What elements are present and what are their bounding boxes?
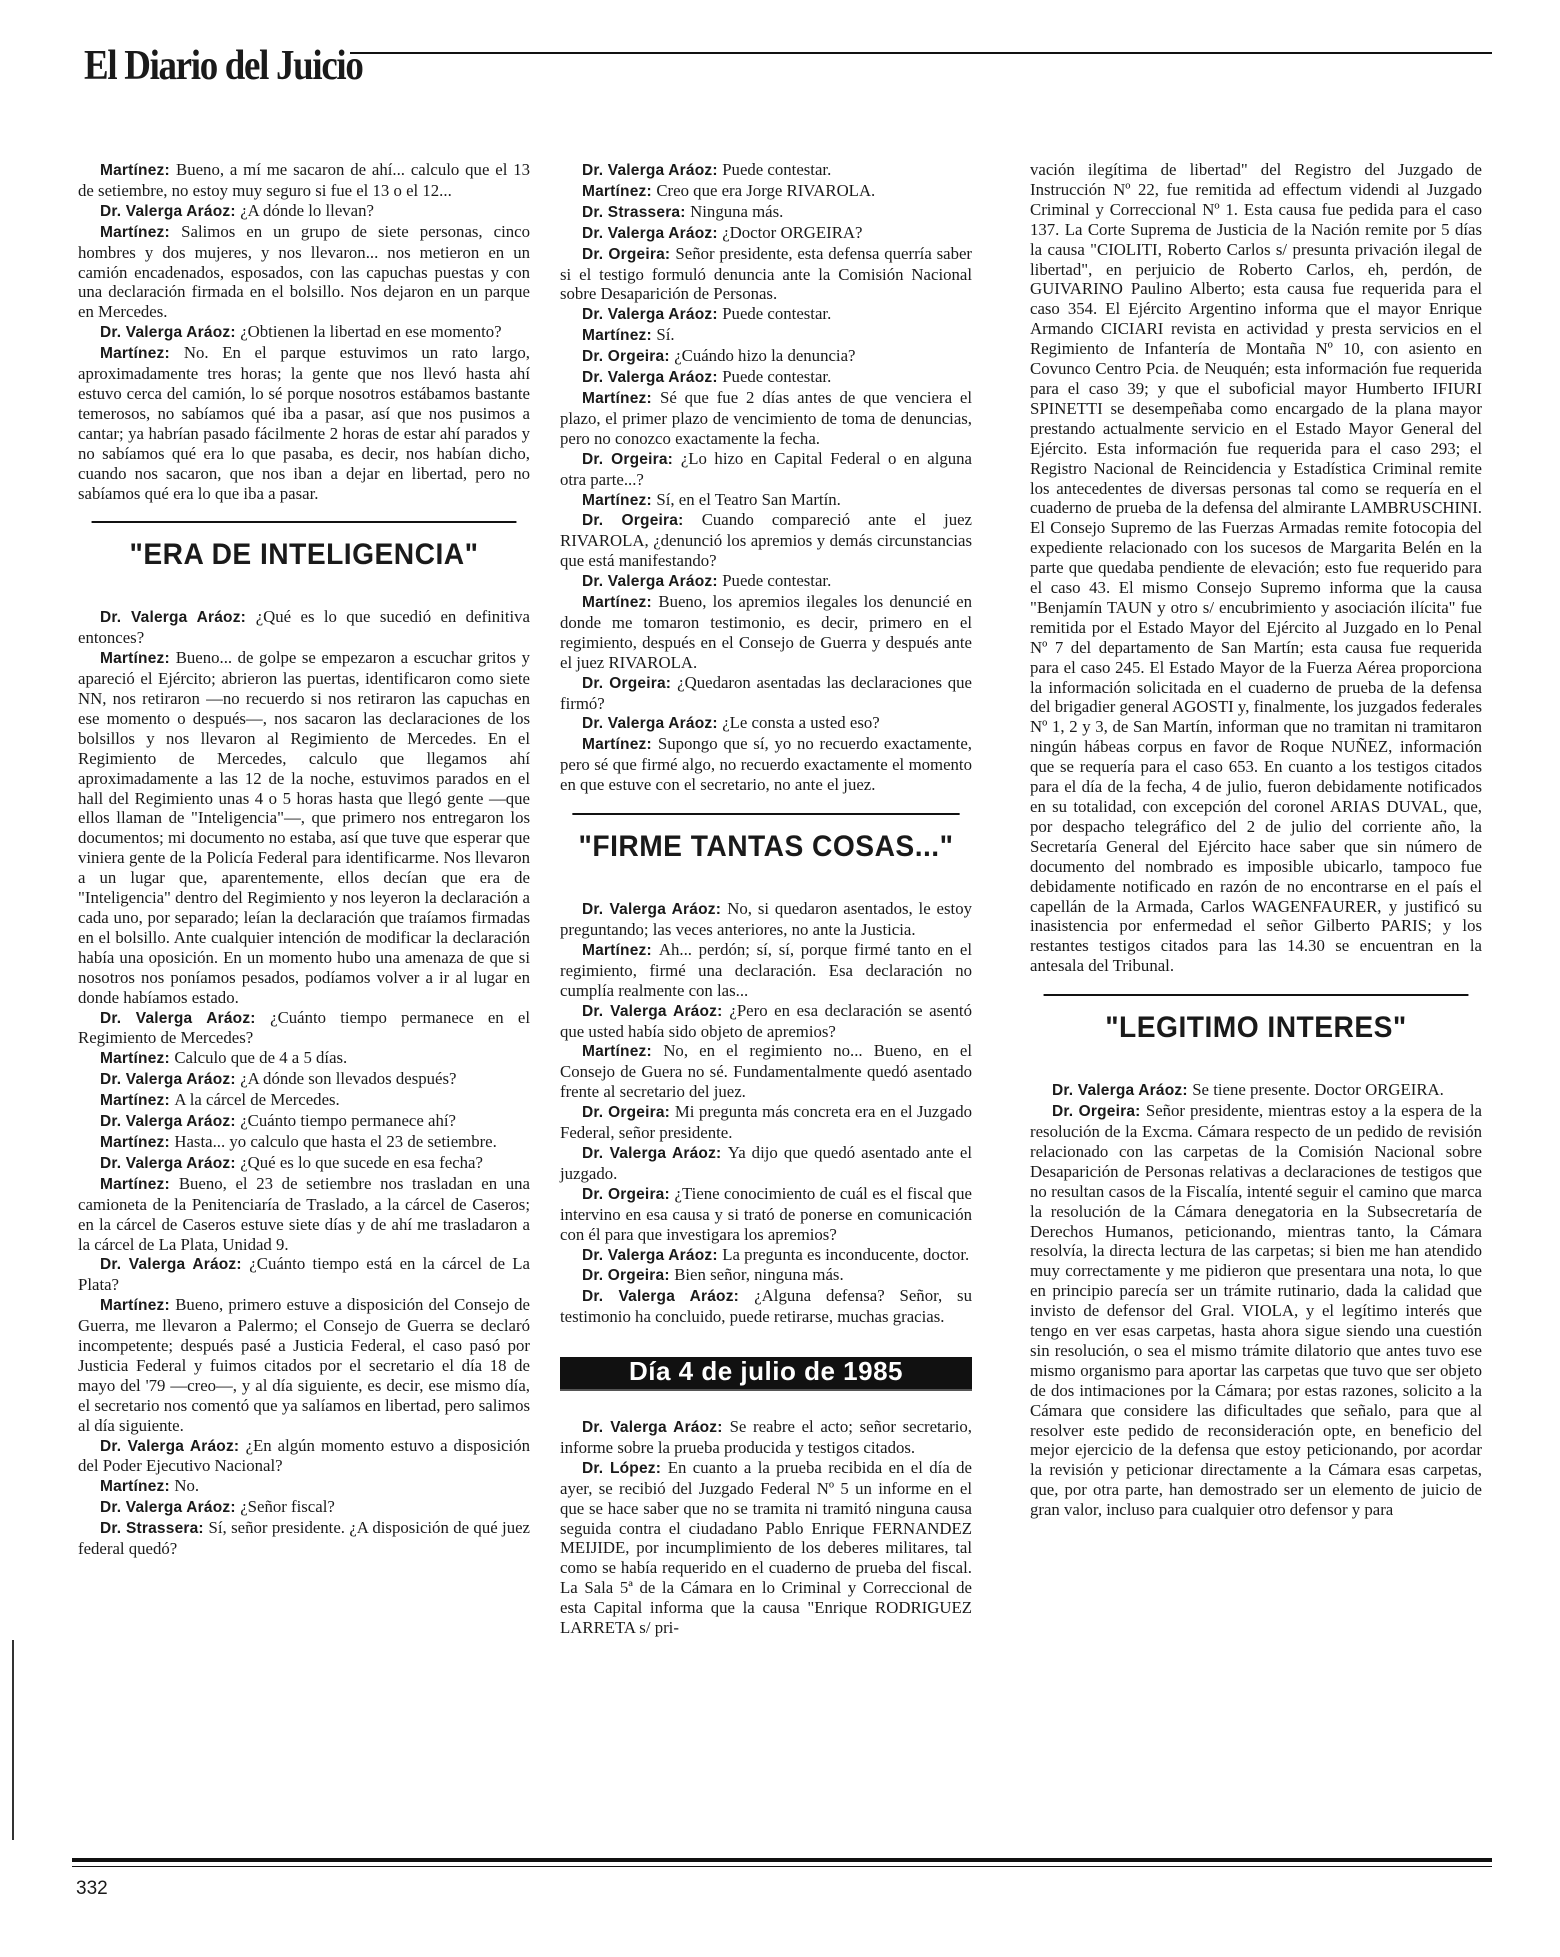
speaker-label: Martínez:	[582, 1043, 652, 1061]
speech-text: Bueno... de golpe se empezaron a escuchar gritos y apareció el Ejército; abrieron las puertas, identificaron como siete NN, nos retiraron —no recuerdo si nos retiraron las capuchas en ese momento o después—, nos sacaron las declaraciones de los bolsillos y nos llevaron al Regimiento de Mercedes. En el Regimiento de Mercedes, calculo que llegamos ahí aproximadamente a las 12 de la noche, estuvimos parados en el hall del Regimiento unas 4 o 5 horas hasta que llegó gente —que ellos llaman de "Inteligencia"—, que primero nos entregaron los documentos; mi documento no estaba, así que tuve que esperar que viniera gente de la Policía Federal para identificarme. Nos llevaron a un lugar que, aparentemente, ellos decían que era de "Inteligencia" dentro del Regimiento y nos leyeron la declaración a cada uno, por separado; leían la declaración que traíamos firmadas en el bolsillo. Ante cualquier intención de modificar la declaración había una oposición. En un momento hubo una amenaza de que si nosotros nos poníamos pesados, podíamos volver a ir al lugar en donde habíamos estado.	[78, 648, 530, 1007]
speaker-label: Dr. Valerga Aráoz:	[582, 224, 718, 242]
footer-rule-thin	[72, 1866, 1492, 1867]
speech-text: ¿Cuánto tiempo está en la cárcel de La Plata?	[78, 1254, 530, 1295]
speaker-label: Dr. Valerga Aráoz:	[582, 715, 718, 733]
speech-text: ¿Quedaron asentadas las declaraciones que firmó?	[560, 672, 972, 713]
section-heading-era-de-inteligencia	[92, 521, 517, 591]
speaker-label: Martínez:	[100, 162, 170, 179]
speech-text: ¿Cuánto tiempo permanece ahí?	[240, 1111, 456, 1131]
column-3-pre	[1030, 160, 1482, 976]
speaker-label: Dr. Valerga Aráoz:	[582, 901, 722, 919]
speech-text: Sé que fue 2 días antes de que venciera el plazo, el primer plazo de vencimiento de toma de denuncias, pero no conozco exactamente la fecha.	[560, 387, 972, 448]
speech-text: Puede contestar.	[722, 367, 832, 387]
column-2-mid	[560, 899, 972, 1327]
speaker-label: Dr. Strassera:	[582, 203, 686, 221]
speech-text: ¿Señor fiscal?	[240, 1497, 335, 1517]
transcript-paragraph	[78, 1497, 530, 1518]
transcript-paragraph	[78, 1090, 530, 1111]
speech-text: Calculo que de 4 a 5 días.	[174, 1048, 348, 1068]
transcript-paragraph	[560, 1417, 972, 1458]
transcript-paragraph	[560, 160, 972, 181]
column-2-pre	[560, 160, 972, 795]
speaker-label: Dr. Strassera:	[100, 1520, 204, 1538]
speaker-label: Martínez:	[582, 736, 652, 754]
transcript-paragraph	[560, 899, 972, 940]
transcript-paragraph	[1030, 1101, 1482, 1520]
masthead	[72, 36, 1492, 92]
margin-rule	[12, 1640, 14, 1840]
section-heading-text: "ERA DE INTELIGENCIA"	[129, 538, 479, 572]
speaker-label: Dr. Valerga Aráoz:	[100, 1009, 256, 1027]
transcript-paragraph	[78, 648, 530, 1007]
column-2-post	[560, 1417, 972, 1638]
masthead-rule	[350, 52, 1492, 54]
speaker-label: Dr. Valerga Aráoz:	[582, 306, 718, 324]
transcript-paragraph	[78, 1436, 530, 1477]
transcript-paragraph	[560, 1041, 972, 1102]
transcript-paragraph	[78, 322, 530, 343]
transcript-paragraph	[78, 1132, 530, 1153]
speech-text: ¿Cuándo hizo la denuncia?	[674, 346, 856, 366]
transcript-paragraph	[78, 1008, 530, 1049]
transcript-paragraph	[560, 571, 972, 592]
transcript-paragraph	[78, 1153, 530, 1174]
page-number: 332	[76, 1878, 108, 1899]
speech-text: Mi pregunta más concreta era en el Juzgado Federal, señor presidente.	[560, 1102, 972, 1143]
speaker-label: Dr. Valerga Aráoz:	[100, 202, 236, 220]
speech-text: ¿Qué es lo que sucede en esa fecha?	[240, 1152, 483, 1172]
speech-text: Ya dijo que quedó asentado ante el juzgado.	[560, 1142, 972, 1183]
transcript-paragraph	[560, 734, 972, 795]
speaker-label: Martínez:	[100, 650, 170, 668]
column-1-post	[78, 607, 530, 1559]
speech-text: Hasta... yo calculo que hasta el 23 de setiembre.	[174, 1131, 497, 1151]
speaker-label: Dr. Valerga Aráoz:	[100, 609, 247, 627]
column-1-pre	[78, 160, 530, 503]
column-3-post	[1030, 1080, 1482, 1520]
transcript-paragraph	[560, 940, 972, 1001]
transcript-paragraph	[560, 592, 972, 673]
speech-text: La pregunta es inconducente, doctor.	[722, 1244, 970, 1264]
transcript-paragraph	[78, 1476, 530, 1497]
speech-text: ¿Cuánto tiempo permanece en el Regimiento de Mercedes?	[78, 1007, 530, 1048]
speaker-label: Martínez:	[100, 1050, 170, 1068]
speech-text: Bien señor, ninguna más.	[674, 1265, 844, 1285]
speaker-label: Dr. Orgeira:	[582, 1267, 670, 1285]
speech-text: Bueno, a mí me sacaron de ahí... calculo que el 13 de setiembre, no estoy muy seguro si fue el 13 o el 12...	[78, 160, 530, 200]
section-heading-text: "LEGITIMO INTERES"	[1105, 1011, 1407, 1045]
speaker-label: Dr. Orgeira:	[582, 674, 672, 692]
transcript-paragraph	[560, 673, 972, 714]
transcript-paragraph	[78, 1295, 530, 1435]
transcript-paragraph	[560, 1102, 972, 1143]
section-heading-firme-tantas-cosas	[572, 813, 959, 883]
speaker-label: Dr. Valerga Aráoz:	[100, 1154, 236, 1172]
speech-text: Creo que era Jorge RIVAROLA.	[656, 180, 876, 200]
speaker-label: Martínez:	[100, 1092, 170, 1110]
speech-text: No, en el regimiento no... Bueno, en el Consejo de Guera no sé. Fundamentalmente quedó asentado frente al secretario del juez.	[560, 1041, 973, 1102]
transcript-paragraph	[78, 1518, 530, 1559]
transcript-paragraph	[1030, 1080, 1482, 1101]
transcript-paragraph	[560, 346, 972, 367]
speaker-label: Dr. Valerga Aráoz:	[582, 162, 718, 179]
speech-text: Ninguna más.	[690, 201, 784, 221]
transcript-paragraph	[560, 713, 972, 734]
speaker-label: Dr. Valerga Aráoz:	[582, 1419, 723, 1437]
speech-text: ¿Tiene conocimiento de cuál es el fiscal que intervino en esa causa y si trató de ponerse en comunicación con él para que investigara los apremios?	[560, 1183, 972, 1244]
section-heading-text: "FIRME TANTAS COSAS..."	[578, 830, 954, 864]
transcript-paragraph	[560, 388, 972, 449]
transcript-paragraph	[78, 1111, 530, 1132]
transcript-paragraph	[560, 325, 972, 346]
transcript-paragraph	[78, 160, 530, 201]
speaker-label: Dr. Valerga Aráoz:	[582, 1246, 718, 1264]
transcript-paragraph	[560, 223, 972, 244]
speaker-label: Martínez:	[100, 1478, 170, 1496]
speech-text: Ah... perdón; sí, sí, porque firmé tanto en el regimiento, firmé una declaración. Esa declaración no cumplía realmente con las...	[560, 939, 972, 1000]
speaker-label: Dr. Valerga Aráoz:	[100, 1499, 236, 1517]
speech-text: A la cárcel de Mercedes.	[174, 1090, 340, 1110]
transcript-paragraph	[560, 367, 972, 388]
footer-rule	[72, 1858, 1492, 1862]
speech-text: Señor presidente, mientras estoy a la espera de la resolución de la Excma. Cámara respecto de un pedido de revisión relacionado con las carpetas de la Comisión Nacional sobre Desaparición de Personas relativas a declaraciones de testigos que no resultan casos de la Fiscalía, intenté seguir el camino que marca la resolución de la Cámara denegatoria en la Subsecretaría de Derechos Humanos, peticionando, mientras tanto, la Cámara resolvía, la directa lectura de las carpetas; si bien me han atendido muy correctamente y me pidieron que presentara una nota, lo que en principio parecía ser un trámite rutinario, dada la calidad que invisto de defensor del Gral. VIOLA, y el legítimo interés que tengo en ver esas carpetas, hasta ahora sigue siendo una cuestión sin resolución, o sea el mismo trámite dilatorio que antes tuvo ese mismo organismo para aportar las carpetas que tuvo que ser objeto de dos intimaciones por la Cámara; por estas razones, solicito a la Cámara que considere las dificultades que señalo, para que al resolver este pedido de reconsideración opte, en beneficio del mejor ejercicio de la defensa que estoy peticionando, por acordar la revisión y peticionar directamente a la Cámara esas carpetas, que, por otra parte, han demostrado ser un elemento de juicio de gran valor, incluso para cualquier otro defensor y para	[1030, 1101, 1482, 1520]
speaker-label: Dr. López:	[582, 1459, 662, 1477]
column-1	[78, 160, 530, 1559]
transcript-paragraph	[78, 1254, 530, 1295]
speaker-label: Dr. Valerga Aráoz:	[1052, 1082, 1188, 1100]
speaker-label: Martínez:	[582, 941, 652, 959]
transcript-paragraph	[560, 181, 972, 202]
speaker-label: Dr. Orgeira:	[582, 245, 671, 263]
speaker-label: Martínez:	[100, 1297, 170, 1315]
speech-text: ¿Obtienen la libertad en ese momento?	[240, 322, 502, 342]
speaker-label: Dr. Valerga Aráoz:	[100, 1071, 236, 1089]
speaker-label: Dr. Orgeira:	[582, 512, 684, 530]
speaker-label: Dr. Valerga Aráoz:	[582, 1144, 722, 1162]
speech-text: Puede contestar.	[722, 160, 832, 179]
speech-text: Bueno, el 23 de setiembre nos trasladan en una camioneta de la Penitenciaría de Traslado, a la cárcel de Caseros; en la cárcel de Caseros estuve siete días y de ahí me trasladaron a la cárcel de La Plata, Unidad 9.	[78, 1173, 530, 1254]
speech-text: Supongo que sí, yo no recuerdo exactamente, pero sé que firmé algo, no recuerdo exactamente el momento en que estuve con el secretario, no ante el juez.	[560, 734, 972, 795]
speech-text: ¿Lo hizo en Capital Federal o en alguna otra parte...?	[560, 448, 972, 489]
speech-text: Puede contestar.	[722, 304, 832, 324]
speech-text: ¿Le consta a usted eso?	[722, 713, 880, 733]
speaker-label: Dr. Orgeira:	[582, 1185, 670, 1203]
speech-text: Sí, señor presidente. ¿A disposición de qué juez federal quedó?	[78, 1518, 530, 1559]
transcript-paragraph	[560, 202, 972, 223]
speech-text: ¿A dónde son llevados después?	[240, 1069, 457, 1089]
speaker-label: Martínez:	[582, 327, 652, 345]
transcript-paragraph	[560, 510, 972, 571]
speaker-label: Dr. Valerga Aráoz:	[582, 573, 718, 591]
speech-text: Cuando compareció ante el juez RIVAROLA, ¿denunció los apremios y demás circunstancias que está manifestando?	[560, 510, 972, 571]
speech-text: En cuanto a la prueba recibida en el día de ayer, se recibió del Juzgado Federal Nº 5 un informe en el que se hace saber que no se tramita ni tramitó ninguna causa seguida contra el ciudadano Pablo Enrique FERNANDEZ MEIJIDE, por incumplimiento de los deberes militares, tal como se había requerido en el cuaderno de prueba del fiscal. La Sala 5ª de la Cámara en lo Criminal y Correccional de esta Capital informa que la causa "Enrique RODRIGUEZ LARRETA s/ pri-	[560, 1457, 972, 1638]
speech-text: ¿Alguna defensa? Señor, su testimonio ha concluido, puede retirarse, muchas gracias.	[560, 1286, 972, 1327]
speaker-label: Martínez:	[582, 389, 652, 407]
transcript-paragraph	[78, 1174, 530, 1255]
speaker-label: Dr. Valerga Aráoz:	[100, 1113, 236, 1131]
speaker-label: Martínez:	[100, 1133, 170, 1151]
transcript-paragraph	[560, 1245, 972, 1266]
section-heading-legitimo-interes	[1044, 994, 1469, 1064]
speaker-label: Martínez:	[582, 491, 652, 509]
speaker-label: Dr. Valerga Aráoz:	[582, 369, 718, 387]
speech-text: ¿A dónde lo llevan?	[240, 200, 374, 220]
transcript-paragraph	[560, 1001, 972, 1042]
transcript-paragraph	[78, 201, 530, 222]
transcript-paragraph	[560, 1286, 972, 1327]
transcript-paragraph	[78, 607, 530, 648]
speaker-label: Martínez:	[100, 345, 170, 363]
speech-text: Salimos en un grupo de siete personas, cinco hombres y dos mujeres, y nos llevaron... nos metieron en un camión encadenados, esposados, con las capuchas puestas y con una declaración firmada en el bolsillo. Nos dejaron en un parque en Mercedes.	[78, 221, 530, 322]
column-2	[560, 160, 972, 1638]
speech-text: ¿Pero en esa declaración se asentó que usted había sido objeto de apremios?	[560, 1000, 972, 1041]
speech-text: Bueno, primero estuve a disposición del Consejo de Guerra, me llevaron a Palermo; el Consejo de Guerra se declaró incompetente; después pasé a Justicia Federal, el caso pasó por Justicia Federal y fuimos citados por el secretario el día 18 de mayo del '79 —creo—, y al día siguiente, es decir, ese mismo día, el secretario nos comentó que ya salíamos en libertad, pero salimos al día siguiente.	[78, 1295, 530, 1435]
date-banner: Día 4 de julio de 1985	[560, 1357, 972, 1391]
transcript-paragraph	[560, 1265, 972, 1286]
speech-text: No, si quedaron asentados, le estoy preguntando; las veces anteriores, no ante la Justicia.	[560, 899, 972, 939]
speech-text: ¿En algún momento estuvo a disposición del Poder Ejecutivo Nacional?	[78, 1435, 530, 1476]
speech-text: Se reabre el acto; señor secretario, informe sobre la prueba producida y testigos citados.	[560, 1417, 972, 1457]
transcript-paragraph	[78, 1048, 530, 1069]
speaker-label: Martínez:	[582, 594, 652, 612]
transcript-paragraph	[560, 244, 972, 305]
transcript-paragraph	[560, 1143, 972, 1184]
speaker-label: Martínez:	[100, 223, 170, 241]
speech-text: Se tiene presente. Doctor ORGEIRA.	[1192, 1080, 1444, 1100]
speaker-label: Dr. Orgeira:	[582, 348, 670, 366]
transcript-paragraph	[78, 1069, 530, 1090]
transcript-paragraph	[560, 304, 972, 325]
speaker-label: Martínez:	[100, 1175, 170, 1193]
speaker-label: Dr. Orgeira:	[582, 1104, 670, 1122]
transcript-paragraph	[560, 490, 972, 511]
speech-text: Sí, en el Teatro San Martín.	[656, 489, 841, 509]
speaker-label: Martínez:	[582, 182, 652, 200]
speaker-label: Dr. Valerga Aráoz:	[582, 1288, 740, 1306]
transcript-paragraph	[78, 343, 530, 503]
speaker-label: Dr. Orgeira:	[1052, 1103, 1141, 1121]
speech-text: ¿Qué es lo que sucedió en definitiva entonces?	[78, 607, 530, 648]
transcript-paragraph	[560, 1184, 972, 1245]
speech-text: vación ilegítima de libertad" del Registro del Juzgado de Instrucción Nº 22, fue remitida ad effectum videndi al Juzgado Criminal y Correccional Nº 1. Esta causa fue pedida para el caso 137. La Corte Suprema de Justicia de la Nación remite por 5 días la causa "CIOLITI, Roberto Carlos s/ presunta privación ilegal de libertad", en perjuicio de Roberto Carlos, eh, perdón, de GUIVARINO Paulino Alberto; esta causa fue requerida para el caso 354. El Ejército Argentino informa que el mayor Enrique Armando CICIARI revista en actividad y presta servicios en el Regimiento de Infantería de Montaña Nº 10, con asiento en Covunco Centro Pcia. de Neuquén; esta información fue requerida para el caso 39; y que el suboficial mayor Humberto IFIURI SPINETTI se desempeñaba como encargado de la plana mayor prestando actualmente servicio en el Estado Mayor General del Ejército. Esta información fue requerida para el caso 293; el Registro Nacional de Reincidencia y Estadística Criminal remite los antecedentes de diversas personas tal como se requería en el cuaderno de prueba de la defensa del almirante LAMBRUSCHINI. El Consejo Supremo de las Fuerzas Armadas remite fotocopia del expediente relacionado con los sucesos de Margarita Belén en la parte que quedaba pendiente de elevación; esto fue requerido para el caso 43. El mismo Consejo Supremo informa que la causa "Benjamín TAUN y otro s/ encubrimiento y asociación ilícita" fue remitida por el Estado Mayor del Ejército al Juzgado en lo Penal Nº 7 del departamento de San Martín; esta causa fue requerida para el caso 245. El Estado Mayor de la Fuerza Aérea proporciona la información solicitada en el cuaderno de prueba de la defensa del brigadier general AGOSTI y, finalmente, los juzgados federales Nº 1, 2 y 3, de San Martín, informan que no tramitan ni tramitaron ningún hábeas corpus en favor de Roque NUÑEZ, información que se requería para el caso 653. En cuanto a los testigos citados para el día de la fecha, 4 de julio, fueron debidamente notificados en su totalidad, con excepción del coronel ARIAS DUVAL, que, por despacho telegráfico del 2 de julio del corriente año, la Secretaría General del Ejército hace saber que sin número de documento del nombrado es imposible ubicarlo, tampoco fue debidamente notificado en razón de no encontrarse en el país el capellán de la Armada, Carlos WAGENFAURER, y justificó su inasistencia por enfermedad el señor Gilberto PARIS; y los restantes testigos citados para las 14.30 se encuentran en la antesala del Tribunal.	[1030, 160, 1482, 976]
speech-text: No. En el parque estuvimos un rato largo, aproximadamente tres horas; la gente que nos llevó hasta ahí estuvo cerca del camión, lo sé porque nosotros estábamos bastante temerosos, no sabíamos qué iba a pasar, así que nos pusimos a cantar; ya habrían pasado fácilmente 2 horas de estar ahí parados y no sabíamos qué era lo que pasaba, es decir, nos habían dicho, cuando nos sacaron, que nos iban a dejar en libertad, pero no sabíamos qué era lo que iba a pasar.	[78, 343, 530, 503]
speaker-label: Dr. Valerga Aráoz:	[100, 1437, 240, 1455]
transcript-paragraph	[78, 222, 530, 323]
speech-text: Bueno, los apremios ilegales los denuncié en donde me tomaron testimonio, es decir, primero en el regimiento, después en el Consejo de Guerra y después ante el juez RIVAROLA.	[560, 592, 972, 672]
column-3	[1030, 160, 1482, 1520]
speech-text: Sí.	[656, 325, 675, 345]
transcript-paragraph	[560, 449, 972, 490]
speaker-label: Dr. Valerga Aráoz:	[100, 1256, 242, 1274]
speech-text: No.	[174, 1476, 200, 1496]
speech-text: Puede contestar.	[722, 571, 832, 591]
transcript-paragraph	[1030, 160, 1482, 976]
speaker-label: Dr. Orgeira:	[582, 450, 673, 468]
transcript-paragraph	[560, 1458, 972, 1638]
speech-text: ¿Doctor ORGEIRA?	[722, 222, 863, 242]
speaker-label: Dr. Valerga Aráoz:	[100, 324, 236, 342]
speech-text: Señor presidente, esta defensa querría saber si el testigo formuló denuncia ante la Comisión Nacional sobre Desaparición de Personas.	[560, 243, 972, 304]
speaker-label: Dr. Valerga Aráoz:	[582, 1002, 723, 1020]
newspaper-title: El Diario del Juicio	[84, 43, 363, 89]
